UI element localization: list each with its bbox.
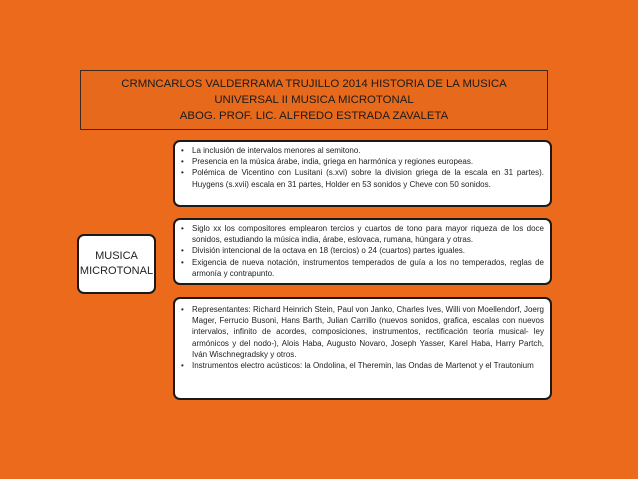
- central-node: [77, 234, 156, 294]
- info-card-1: [173, 140, 552, 207]
- bullet-item: • La inclusión de intervalos menores al semitono.: [179, 145, 544, 156]
- central-node-line-2: MICROTONAL: [79, 265, 154, 277]
- title-line-3: ABOG. PROF. LIC. ALFREDO ESTRADA ZAVALETA: [179, 110, 449, 122]
- bullet-item: • Exigencia de nueva notación, instrumentos temperados de guía a los no temperados, reglas de armonía y contrapunto.: [179, 257, 544, 279]
- bullet-item: • Instrumentos electro acústicos: la Ondolina, el Theremin, las Ondas de Martenot y el Trautonium: [179, 360, 544, 371]
- info-card-3: [173, 297, 552, 400]
- title-box: [80, 70, 548, 130]
- title-line-2: UNIVERSAL II MUSICA MICROTONAL: [214, 94, 414, 106]
- bullet-item: • Representantes: Richard Heinrich Stein, Paul von Janko, Charles Ives, Willi von Moellendorf, Joerg Mager, Ferrucio Busoni, Hans Barth, Julian Carrillo (nuevos sonidos, grafica, escalas con nuevos intervalos, infinito de acordes, composiciones, instrumentos, rectificación teoría musical- ley armónicos y del nodo-), Alois Haba, Augusto Novaro, Joseph Yasser, Karel Haba, Harry Partch, Iván Wischnegradsky y otros.: [179, 304, 544, 360]
- info-card-1-list: [179, 145, 544, 190]
- title-line-1: CRMNCARLOS VALDERRAMA TRUJILLO 2014 HISTORIA DE LA MUSICA: [121, 78, 507, 90]
- bullet-item: • División intencional de la octava en 18 (tercios) o 24 (cuartos) partes iguales.: [179, 245, 544, 256]
- bullet-item: • Presencia en la música árabe, india, griega en harmónica y regiones europeas.: [179, 156, 544, 167]
- central-node-line-1: MUSICA: [95, 250, 138, 262]
- info-card-3-list: [179, 304, 544, 371]
- bullet-item: • Polémica de Vicentino con Lusitani (s.xvi) sobre la division griega de la escala en 31 partes). Huygens (s.xvii) escala en 31 partes, Holder en 53 sonidos y Cheve con 50 sonidos.: [179, 167, 544, 189]
- info-card-2: [173, 218, 552, 285]
- bullet-item: • Siglo xx los compositores emplearon tercios y cuartos de tono para mayor riqueza de los doce sonidos, estudiando la música india, árabe, eslovaca, rumana, húngara y otras.: [179, 223, 544, 245]
- info-card-2-list: [179, 223, 544, 279]
